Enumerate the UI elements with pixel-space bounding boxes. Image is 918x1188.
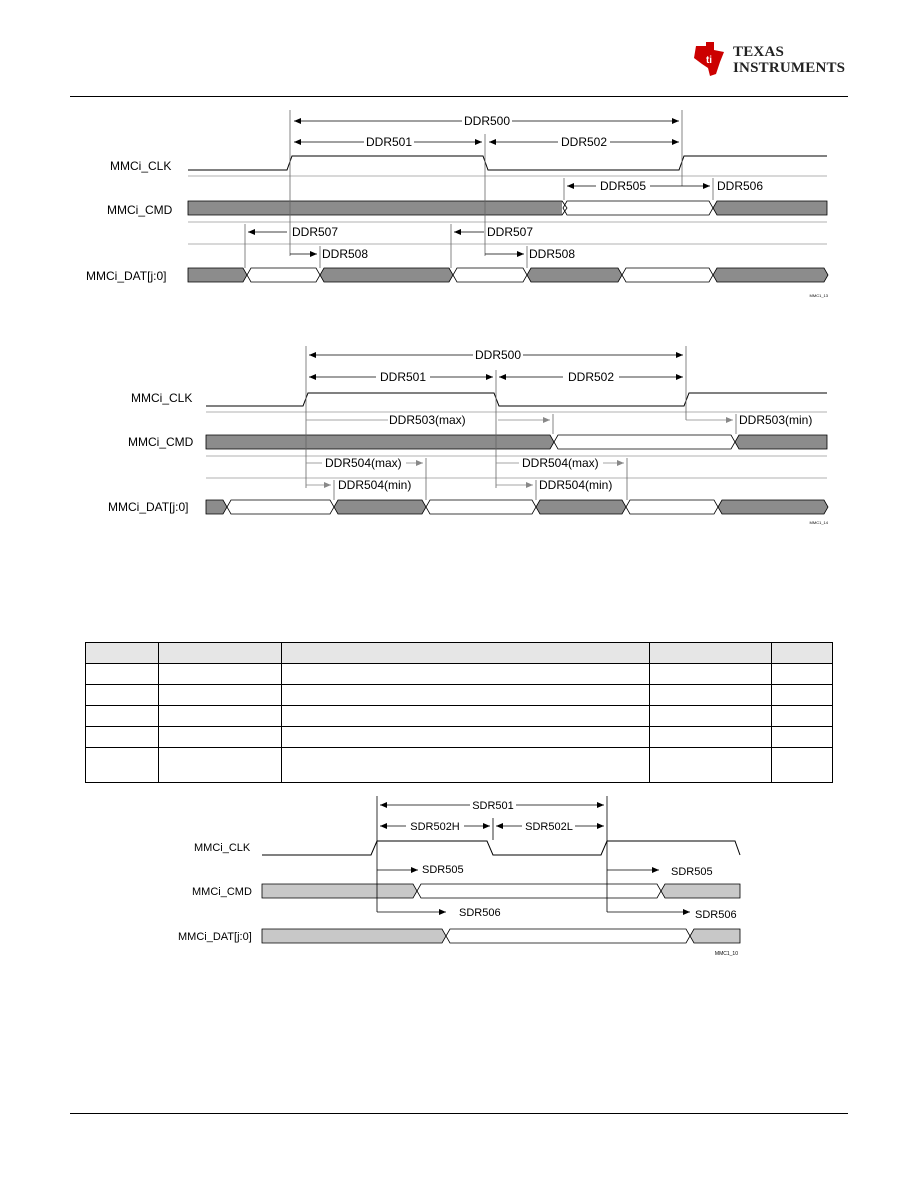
dat-bus-segment xyxy=(626,500,718,514)
dat-bus-segment xyxy=(622,268,713,282)
param-ddr504-min: DDR504(min) xyxy=(338,478,412,492)
param-sdr506: SDR506 xyxy=(459,907,501,919)
cmd-bus-segment xyxy=(735,435,827,449)
dat-bus-segment xyxy=(320,268,453,282)
dat-bus-segment xyxy=(206,500,227,514)
dat-bus-segment xyxy=(446,929,690,943)
param-ddr508: DDR508 xyxy=(529,247,576,261)
table-header-cell xyxy=(772,643,833,664)
dat-bus-segment xyxy=(453,268,527,282)
figure-id: MMC1_10 xyxy=(714,951,738,957)
svg-text:ti: ti xyxy=(705,55,713,66)
cmd-bus-segment xyxy=(562,201,713,215)
ddr-timing-diagram-2 xyxy=(0,340,918,530)
table-row xyxy=(86,706,833,727)
cmd-bus-segment xyxy=(188,201,567,215)
param-ddr501: DDR501 xyxy=(365,135,413,149)
table-header-row xyxy=(86,643,833,664)
ti-logo-icon xyxy=(690,40,730,78)
param-sdr502h: SDR502H xyxy=(410,821,460,833)
signal-clk-label: MMCi_CLK xyxy=(131,391,193,405)
param-sdr506: SDR506 xyxy=(695,909,737,921)
param-ddr504-min: DDR504(min) xyxy=(539,478,613,492)
param-ddr503-max: DDR503(max) xyxy=(389,413,466,427)
param-ddr505: DDR505 xyxy=(599,179,647,193)
param-sdr502l: SDR502L xyxy=(525,821,573,833)
clk-waveform xyxy=(262,841,740,855)
dat-bus-segment xyxy=(536,500,626,514)
header-rule xyxy=(70,96,848,97)
param-ddr507: DDR507 xyxy=(292,225,339,239)
param-sdr505: SDR505 xyxy=(422,864,464,876)
signal-cmd-label: MMCi_CMD xyxy=(192,886,252,898)
param-sdr505: SDR505 xyxy=(671,866,713,878)
signal-dat-label: MMCi_DAT[j:0] xyxy=(108,500,189,514)
param-ddr506: DDR506 xyxy=(717,179,764,193)
param-ddr503-min: DDR503(min) xyxy=(739,413,813,427)
clk-waveform xyxy=(206,393,827,406)
footer-rule xyxy=(70,1113,848,1114)
dat-bus-segment xyxy=(690,929,740,943)
param-ddr500: DDR500 xyxy=(474,348,522,362)
signal-clk-label: MMCi_CLK xyxy=(110,159,172,173)
dat-bus-segment xyxy=(426,500,536,514)
cmd-bus-segment xyxy=(262,884,417,898)
param-ddr504-max: DDR504(max) xyxy=(325,456,402,470)
dat-bus-segment xyxy=(262,929,446,943)
param-sdr501: SDR501 xyxy=(472,800,514,812)
cmd-bus-segment xyxy=(417,884,661,898)
dat-bus-segment xyxy=(188,268,247,282)
table-row xyxy=(86,748,833,783)
dat-bus-segment xyxy=(527,268,622,282)
dat-bus-segment xyxy=(713,268,828,282)
cmd-bus-segment xyxy=(554,435,735,449)
param-ddr502: DDR502 xyxy=(567,370,615,384)
ti-logo xyxy=(690,40,846,80)
table-row xyxy=(86,685,833,706)
table-header-cell xyxy=(650,643,772,664)
timing-spec-table xyxy=(85,642,833,783)
table-row xyxy=(86,664,833,685)
signal-clk-label: MMCi_CLK xyxy=(194,842,251,854)
clk-waveform xyxy=(188,156,827,170)
dat-bus-segment xyxy=(247,268,320,282)
signal-cmd-label: MMCi_CMD xyxy=(107,203,173,217)
param-ddr507: DDR507 xyxy=(487,225,534,239)
table-header-cell xyxy=(86,643,159,664)
figure-id: MMC1_13 xyxy=(809,293,828,298)
param-ddr508: DDR508 xyxy=(322,247,369,261)
signal-dat-label: MMCi_DAT[j:0] xyxy=(178,931,252,943)
logo-line2: INSTRUMENTS xyxy=(733,60,846,76)
figure-id: MMC1_14 xyxy=(809,520,828,525)
table-row xyxy=(86,727,833,748)
param-ddr504-max: DDR504(max) xyxy=(522,456,599,470)
param-ddr501: DDR501 xyxy=(379,370,427,384)
param-ddr502: DDR502 xyxy=(560,135,608,149)
param-ddr500: DDR500 xyxy=(463,114,511,128)
sdr-timing-diagram xyxy=(0,790,918,960)
dat-bus-segment xyxy=(334,500,426,514)
cmd-bus-segment xyxy=(713,201,827,215)
logo-line1: TEXAS xyxy=(733,44,785,60)
dat-bus-segment xyxy=(718,500,828,514)
signal-dat-label: MMCi_DAT[j:0] xyxy=(86,269,167,283)
ddr-timing-diagram-1 xyxy=(0,100,918,310)
cmd-bus-segment xyxy=(661,884,740,898)
signal-cmd-label: MMCi_CMD xyxy=(128,435,194,449)
table-header-cell xyxy=(282,643,650,664)
cmd-bus-segment xyxy=(206,435,554,449)
table-header-cell xyxy=(159,643,282,664)
dat-bus-segment xyxy=(227,500,334,514)
